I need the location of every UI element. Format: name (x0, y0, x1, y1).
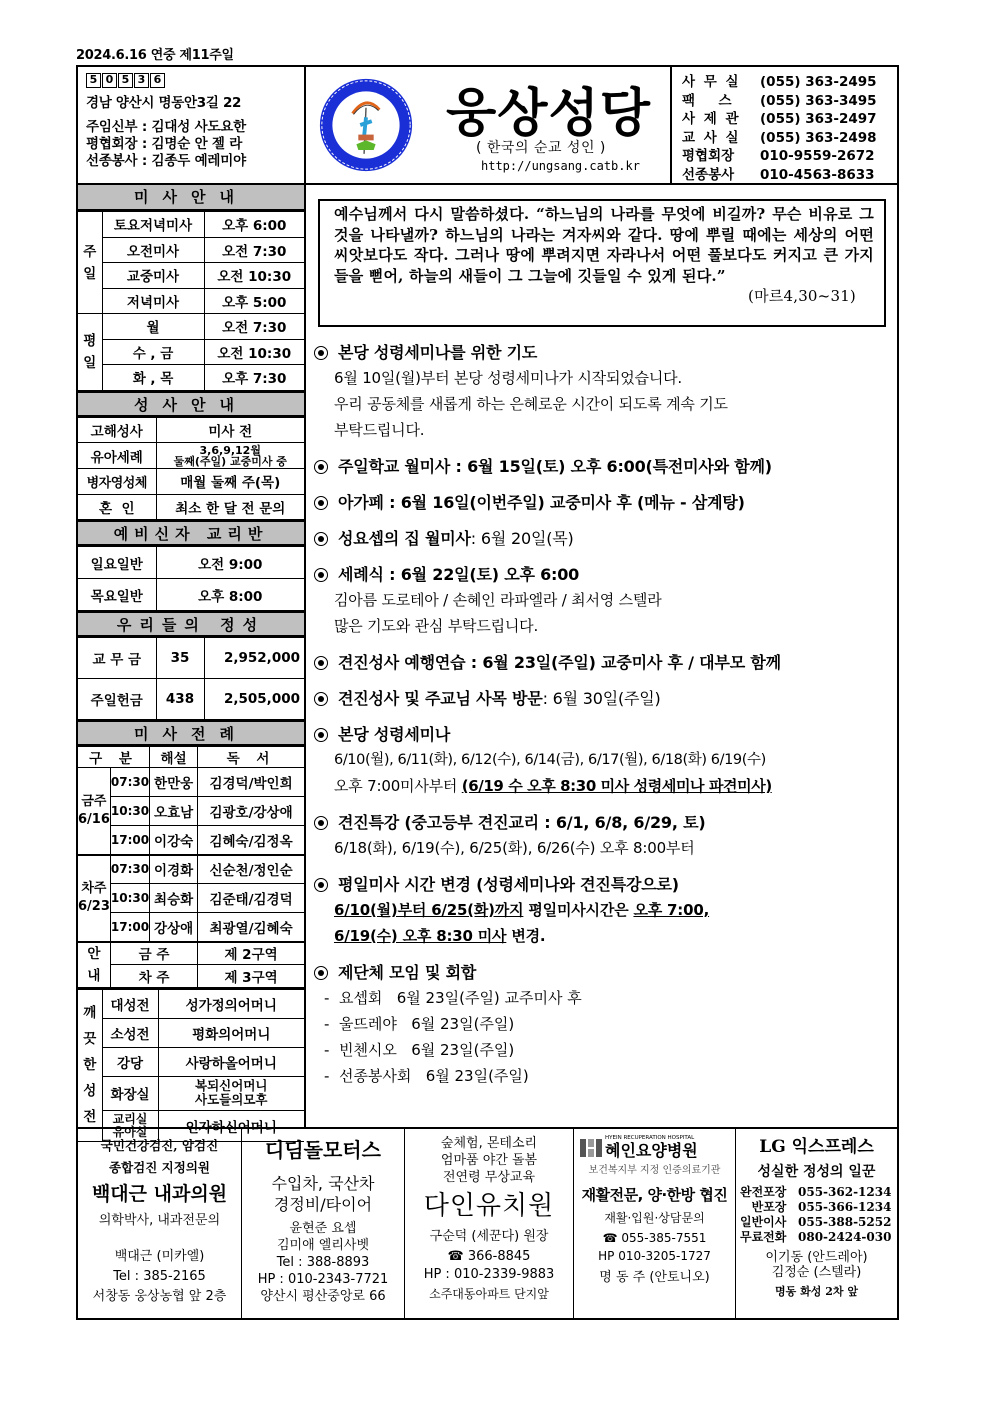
notice-agape: 아가페 : 6월 16일(이번주일) 교중미사 후 (메뉴 - 삼계탕) (314, 491, 894, 515)
ad-kindergarten: 숲체험, 몬테소리 엄마품 야간 돌봄 전연령 무상교육 다인유치원 구순덕 (세꾼다) 원장 ☎ 366-8845 HP : 010-2339-9883 소주대동아파트 단지앞 (405, 1129, 574, 1320)
staff-funeral-service: 선종봉사 : 김종두 예레미야 (86, 153, 246, 169)
col-header: 독 서 (198, 747, 304, 768)
sacrament-value: 3,6,9,12월 둘째(주일) 교중미사 중 (156, 443, 304, 469)
week-name: 차 주 (110, 965, 197, 988)
sacrament-name: 혼 인 (78, 494, 156, 520)
radio-bullet-icon (314, 656, 328, 670)
radio-bullet-icon (314, 878, 328, 892)
commentator: 이경화 (150, 855, 198, 884)
week-name: 금 주 (110, 942, 197, 965)
class-time: 오전 9:00 (156, 547, 304, 579)
offering-name: 교 무 금 (78, 638, 156, 679)
zip-digit: 0 (102, 73, 117, 88)
area-name: 소성전 (102, 1018, 158, 1047)
catechumen-table (78, 546, 304, 611)
readers: 김준태/김경덕 (198, 884, 304, 913)
parish-seal-icon (318, 77, 414, 173)
ad-moving-company: LG 익스프레스 성실한 정성의 일꾼 완전포장 055-362-1234 반포장 055-366-1234 일반이사 055-388-5252 무료전화 080-2424-030 이기동 (안드레아) 김정순 (스텔라) 명동 화성 2차 앞 (740, 1137, 892, 1298)
mass-name: 토요저녁미사 (102, 212, 204, 238)
contact-fax: 팩 스 (055) 363-3495 (682, 92, 877, 109)
radio-bullet-icon (314, 460, 328, 474)
hospital-logo-icon (580, 1137, 602, 1159)
mass-time: 오전 10:30 (204, 339, 304, 365)
notice-bishop-visit: 견진성사 및 주교님 사목 방문 : 6월 30일(주일) (314, 687, 894, 711)
cleaning-group: 성가정의어머니 (158, 989, 304, 1018)
notice-list (314, 341, 894, 1101)
area-name: 교리실 유아실 (102, 1110, 158, 1141)
mass-time: 오전 7:30 (204, 314, 304, 340)
catechumen-heading: 예비신자 교리반 (78, 520, 304, 546)
area-name: 강당 (102, 1047, 158, 1076)
notice-confirmation-lecture: 견진특강 (중고등부 견진교리 : 6/1, 6/8, 6/29, 토) 6/18(화), 6/19(수), 6/25(화), 6/26(수) 오후 8:00부터 (314, 811, 894, 861)
staff-council-president: 평협회장 : 김명순 안 젤 라 (86, 136, 243, 152)
contact-rectory: 사 제 관 (055) 363-2497 (682, 111, 877, 127)
mass-name: 수 , 금 (102, 339, 204, 365)
mass-time: 오후 6:00 (204, 212, 304, 238)
offering-amount: 2,505,000 (204, 679, 304, 720)
contact-list (670, 67, 897, 183)
mass-time: 17:00 (110, 826, 149, 855)
notice-group-meetings: 제단체 모임 및 회합 - 요셉회 6월 23일(주일) 교주미사 후 - 울뜨레야 6월 23일(주일) - 빈첸시오 6월 23일(주일) - 선종봉사회 6월 23일(주일) (314, 961, 894, 1089)
radio-bullet-icon (314, 966, 328, 980)
ad-hospital: HYEIN RECUPERATION HOSPITAL 혜인요양병원 보건복지부 지정 인증의료기관 재활전문, 양·한방 협진 재활·입원·상담문의 ☎ 055-385-7551 HP 010-3205-1727 명 동 주 (안토니오) (574, 1129, 736, 1320)
ad-clinic: 국민건강검진, 암검진 종합검진 지정의원 백대근 내과의원 의학박사, 내과전문의 백대근 (미카엘) Tel : 385-2165 서창동 웅상농협 앞 2층 (78, 1129, 242, 1320)
zip-digit: 6 (150, 73, 165, 88)
title-block (306, 67, 670, 183)
offerings-heading: 우리들의 정성 (78, 611, 304, 637)
cleaning-district: 제 2구역 (198, 942, 304, 965)
liturgy-heading: 미사전례 (78, 720, 304, 746)
mass-time: 17:00 (110, 913, 149, 942)
mass-name: 화 , 목 (102, 365, 204, 391)
gospel-text: 예수님께서 다시 말씀하셨다. “하느님의 나라를 무엇에 비길까? 무슨 비유로 그것을 나타낼까? 하느님의 나라는 겨자씨와 같다. 땅에 뿌릴 때에는 세상의 어떤 씨앗보다도 작다. 그러나 땅에 뿌려지면 자라나서 어떤 풀보다도 커지고 큰 가지들을 뻗어, 하늘의 새들이 그 그늘에 깃들일 수 있게 된다.” (334, 205, 874, 285)
commentator: 오효남 (150, 797, 198, 826)
readers: 김경덕/박인희 (198, 768, 304, 797)
cleaning-label: 깨 끗 한 성 전 (78, 989, 102, 1141)
contact-funeral-service: 선종봉사 010-4563-8633 (682, 166, 875, 183)
class-name: 일요일반 (78, 547, 156, 579)
offering-name: 주일헌금 (78, 679, 156, 720)
zip-digit: 5 (86, 73, 101, 88)
commentator: 이강숙 (150, 826, 198, 855)
mass-name: 교중미사 (102, 263, 204, 289)
mass-name: 저녁미사 (102, 288, 204, 314)
class-time: 오후 8:00 (156, 579, 304, 611)
sunday-label: 주일 (78, 212, 102, 314)
week-label: 금주 6/16 (78, 768, 110, 855)
mass-time: 10:30 (110, 884, 149, 913)
sacrament-name: 유아세례 (78, 443, 156, 469)
parish-title: 웅상성당 (446, 84, 651, 144)
cleaning-group: 복되신어머니 사도들의모후 (158, 1076, 304, 1110)
parish-info (78, 67, 306, 183)
class-name: 목요일반 (78, 579, 156, 611)
radio-bullet-icon (314, 568, 328, 582)
notice-sunday-school-mass: 주일학교 월미사 : 6월 15일(토) 오후 6:00(특전미사와 함께) (314, 455, 894, 479)
sacrament-name: 병자영성체 (78, 469, 156, 495)
readers: 김혜숙/김정옥 (198, 826, 304, 855)
cleaning-table (78, 988, 304, 1142)
col-header: 해설 (150, 747, 198, 768)
mass-time: 오전 10:30 (204, 263, 304, 289)
offering-count: 438 (156, 679, 204, 720)
notice-confirmation-rehearsal: 견진성사 예행연습 : 6월 23일(주일) 교중미사 후 / 대부모 함께 (314, 651, 894, 675)
cleaning-group: 평화의어머니 (158, 1018, 304, 1047)
cleaning-district: 제 3구역 (198, 965, 304, 988)
contact-teachers: 교 사 실 (055) 363-2498 (682, 129, 877, 146)
radio-bullet-icon (314, 532, 328, 546)
sacrament-value: 미사 전 (156, 417, 304, 443)
sacrament-value: 최소 한 달 전 문의 (156, 494, 304, 520)
radio-bullet-icon (314, 496, 328, 510)
header (78, 67, 897, 185)
radio-bullet-icon (314, 692, 328, 706)
sacrament-value: 매월 둘째 주(목) (156, 469, 304, 495)
mass-time: 오전 7:30 (204, 237, 304, 263)
ad-motors: 디딤돌모터스 수입차, 국산차 경정비/타이어 윤현준 요셉 김미애 엘리사벳 Tel : 388-8893 HP : 010-2343-7721 양산시 평산중앙로 66 (242, 1129, 405, 1320)
weekday-label: 평일 (78, 314, 102, 391)
readers: 김광호/강상애 (198, 797, 304, 826)
contact-council-president: 평협회장 010-9559-2672 (682, 148, 875, 164)
zip-code (86, 73, 304, 88)
cleaning-group: 사랑하올어머니 (158, 1047, 304, 1076)
mass-schedule-table (78, 211, 304, 391)
col-header: 구 분 (78, 747, 150, 768)
offering-amount: 2,952,000 (204, 638, 304, 679)
week-label: 차주 6/23 (78, 855, 110, 942)
mass-name: 오전미사 (102, 237, 204, 263)
commentator: 한만웅 (150, 768, 198, 797)
area-name: 대성전 (102, 989, 158, 1018)
parish-patron: ( 한국의 순교 성인 ) (476, 140, 606, 156)
gospel-reference: (마르4,30~31) (748, 287, 856, 305)
readers: 최광열/김혜숙 (198, 913, 304, 942)
offerings-table (78, 637, 304, 720)
mass-time: 오후 7:30 (204, 365, 304, 391)
commentator: 최승화 (150, 884, 198, 913)
bulletin-sheet (76, 65, 899, 1320)
offering-count: 35 (156, 638, 204, 679)
readers: 신순천/정인순 (198, 855, 304, 884)
radio-bullet-icon (314, 346, 328, 360)
address: 경남 양산시 명동안3길 22 (86, 95, 242, 111)
main-content (306, 185, 897, 1127)
notice-joseph-house-mass: 성요셉의 집 월미사 : 6월 20일(목) (314, 527, 894, 551)
cleaning-group: 인자하신어머니 (158, 1110, 304, 1141)
notice-spirit-seminar: 본당 성령세미나 6/10(월), 6/11(화), 6/12(수), 6/14(금), 6/17(월), 6/18(화) 6/19(수) 오후 7:00미사부터 (6/19 수 오후 8:30 미사 성령세미나 파견미사) (314, 723, 894, 799)
sponsor-ads (78, 1127, 897, 1320)
sacrament-table (78, 417, 304, 521)
zip-digit: 5 (118, 73, 133, 88)
gospel-quote (318, 199, 886, 327)
parish-url[interactable]: http://ungsang.catb.kr (481, 159, 640, 173)
contact-office: 사 무 실 (055) 363-2495 (682, 74, 877, 90)
guide-label: 안 내 (78, 942, 110, 988)
mass-time: 10:30 (110, 797, 149, 826)
mass-time: 07:30 (110, 855, 149, 884)
mass-name: 월 (102, 314, 204, 340)
mass-time: 07:30 (110, 768, 149, 797)
mass-time: 오후 5:00 (204, 288, 304, 314)
zip-digit: 3 (134, 73, 149, 88)
sacrament-name: 고해성사 (78, 417, 156, 443)
mass-guide-heading: 미사안내 (78, 185, 304, 211)
staff-pastor: 주임신부 : 김대성 사도요한 (86, 119, 246, 135)
sacrament-guide-heading: 성사안내 (78, 391, 304, 417)
radio-bullet-icon (314, 728, 328, 742)
notice-weekday-mass-change: 평일미사 시간 변경 (성령세미나와 견진특강으로) 6/10(월)부터 6/25(화)까지 평일미사시간은 오후 7:00, 6/19(수) 오후 8:30 미사 변경. (314, 873, 894, 949)
radio-bullet-icon (314, 816, 328, 830)
commentator: 강상애 (150, 913, 198, 942)
bulletin-date: 2024.6.16 연중 제11주일 (76, 48, 234, 63)
notice-baptism: 세례식 : 6월 22일(토) 오후 6:00 김아름 도로테아 / 손혜인 라파엘라 / 최서영 스텔라 많은 기도와 관심 부탁드립니다. (314, 563, 894, 639)
notice-seminar-prayer: 본당 성령세미나를 위한 기도 6월 10일(월)부터 본당 성령세미나가 시작되었습니다. 우리 공동체를 새롭게 하는 은혜로운 시간이 되도록 계속 기도 부탁드립니다. (314, 341, 894, 443)
liturgy-table (78, 746, 304, 988)
area-name: 화장실 (102, 1076, 158, 1110)
left-sidebar (78, 185, 306, 1139)
